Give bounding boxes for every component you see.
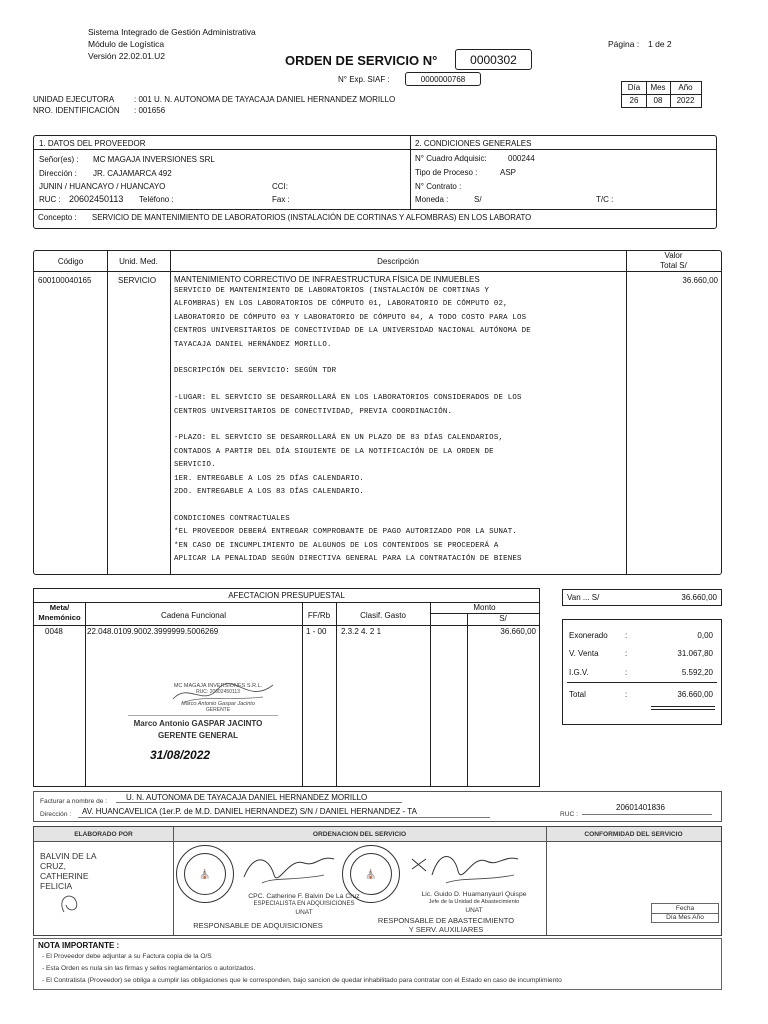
col-total-header: Total S/	[660, 261, 687, 270]
col-cadena-header: Cadena Funcional	[161, 611, 226, 620]
fax-label: Fax :	[272, 195, 290, 204]
desc-line: APLICAR LA PENALIDAD SEGÚN DIRECTIVA GENERAL PARA LA CONTRATACIÓN DE BIENES	[174, 555, 522, 563]
telefono-label: Teléfono :	[139, 195, 174, 204]
igv-value: 5.592,20	[681, 668, 713, 677]
desc-line: ALFOMBRAS) EN LOS LABORATORIOS DE CÓMPUTO 01, LABORATORIO DE CÓMPUTO 02,	[174, 300, 508, 309]
provider-conditions-box	[33, 135, 717, 229]
provider-ruc: 20602450113	[69, 194, 124, 204]
note-line: - El Proveedor debe adjuntar a su Factura copia de la O/S	[42, 953, 212, 960]
col-mnemonico-header: Mnemónico	[38, 613, 81, 622]
module-name: Módulo de Logística	[88, 39, 165, 49]
notes-title: NOTA IMPORTANTE :	[38, 941, 120, 950]
item-codigo: 600100040165	[38, 276, 92, 285]
elaborado-header: ELABORADO POR	[74, 831, 133, 838]
col-soles-header: S/	[499, 614, 507, 623]
stamp1-line2: ESPECIALISTA EN ADQUISICIONES	[253, 901, 355, 907]
budget-ffrb: 1 - 00	[306, 627, 327, 636]
desc-line: 2DO. ENTREGABLE A LOS 83 DÍAS CALENDARIO.	[174, 488, 365, 496]
conformidad-fecha-box	[651, 903, 719, 923]
contrato-label: N° Contrato :	[415, 182, 462, 191]
col-valor-header: Valor	[664, 251, 683, 260]
desc-line: SERVICIO DE MANTENIMIENTO DE LABORATORIOS (INSTALACIÓN DE CORTINAS Y	[174, 287, 490, 295]
stamp1-line3: UNAT	[295, 909, 313, 916]
stamp1-line1: CPC. Catherine F. Balvin De La Cruz	[248, 893, 360, 900]
colon: :	[625, 690, 628, 699]
billing-direccion-value: AV. HUANCAVELICA (1er.P. de M.D. DANIEL HERNANDEZ) S/N / DANIEL HERNANDEZ - TA	[82, 807, 417, 816]
order-number-box	[455, 49, 532, 70]
date-year: 2022	[676, 96, 695, 105]
exonerado-value: 0,00	[697, 631, 713, 640]
desc-line: CONTADOS A PARTIR DEL DÍA SIGUIENTE DE LA NOTIFICACIÓN DE LA ORDEN DE	[174, 447, 494, 456]
tc-label: T/C :	[596, 195, 614, 204]
colon: :	[625, 631, 628, 640]
responsable-adquisiciones: RESPONSABLE DE ADQUISICIONES	[193, 921, 323, 930]
page-label: Página :	[608, 39, 640, 49]
responsable-abastecimiento-1: RESPONSABLE DE ABASTECIMIENTO	[377, 916, 515, 925]
adquisiciones-seal	[176, 845, 234, 903]
conformidad-header: CONFORMIDAD DEL SERVICIO	[584, 831, 683, 838]
elaborado-name-3: CATHERINE	[40, 871, 89, 881]
siaf-label: N° Exp. SIAF :	[338, 75, 390, 84]
budget-monto: 36.660,00	[500, 627, 536, 636]
desc-line: DESCRIPCIÓN DEL SERVICIO: SEGÚN TDR	[174, 367, 337, 376]
billing-ruc-value: 20601401836	[616, 803, 665, 812]
provider-signature-block	[98, 677, 288, 785]
elaborado-initials-scribble	[54, 887, 104, 917]
col-descripcion-header: Descripción	[377, 257, 419, 266]
note-line: - Esta Orden es nula sin las firmas y sellos reglamentarios o autorizados.	[42, 965, 256, 972]
elaborado-name-4: FELICIA	[40, 881, 73, 891]
tipo-value: ASP	[500, 168, 517, 177]
billing-box	[33, 791, 722, 822]
signer-role: GERENTE GENERAL	[157, 731, 238, 740]
exonerado-label: Exonerado	[569, 631, 608, 640]
signer-name: Marco Antonio GASPAR JACINTO	[133, 719, 263, 728]
date-day-header: Día	[627, 83, 641, 92]
provider-name: MC MAGAJA INVERSIONES SRL	[93, 155, 215, 164]
siaf-number: 0000000768	[420, 75, 466, 84]
colon: :	[625, 668, 628, 677]
budget-title: AFECTACION PRESUPUESTAL	[228, 591, 345, 600]
van-box	[562, 589, 722, 606]
col-codigo-header: Código	[57, 257, 84, 266]
budget-box	[33, 588, 540, 787]
stamp-company: MC MAGAJA INVERSIONES S.R.L.	[173, 683, 263, 689]
provider-location: JUNIN / HUANCAYO / HUANCAYO	[39, 182, 166, 191]
date-day: 26	[629, 96, 639, 105]
tipo-label: Tipo de Proceso :	[415, 168, 478, 177]
id-value: : 001656	[134, 106, 166, 115]
notes-box	[33, 938, 722, 990]
page-number: 1 de 2	[648, 39, 672, 49]
billing-direccion-label: Dirección :	[40, 811, 72, 818]
billing-ruc-label: RUC :	[560, 811, 578, 818]
cci-label: CCI:	[272, 182, 288, 191]
seal-emblem-icon: ⛪	[365, 869, 377, 879]
van-value: 36.660,00	[681, 593, 717, 602]
stamp2-line2: Jefe de la Unidad de Abastecimiento	[428, 899, 520, 905]
facturar-value: U. N. AUTONOMA DE TAYACAJA DANIEL HERNANDEZ MORILLO	[126, 793, 368, 802]
system-name: Sistema Integrado de Gestión Administrativa	[88, 27, 256, 37]
unit-value: : 001 U. N. AUTONOMA DE TAYACAJA DANIEL HERNANDEZ MORILLO	[134, 95, 396, 104]
version-label: Versión 22.02.01.U2	[88, 51, 166, 61]
item-desc-title: MANTENIMIENTO CORRECTIVO DE INFRAESTRUCTURA FÍSICA DE INMUEBLES	[174, 275, 480, 284]
conditions-section-title: 2. CONDICIONES GENERALES	[415, 139, 532, 148]
ordenacion-header: ORDENACION DEL SERVICIO	[312, 831, 407, 838]
stamp-name-small: Marco Antonio Gaspar Jacinto	[181, 701, 255, 707]
item-unid: SERVICIO	[118, 276, 157, 285]
desc-line: 1ER. ENTREGABLE A LOS 25 DÍAS CALENDARIO.	[174, 474, 365, 483]
direccion-label: Dirección :	[39, 169, 77, 178]
concepto-value: SERVICIO DE MANTENIMIENTO DE LABORATORIOS (INSTALACIÓN DE CORTINAS Y ALFOMBRAS) EN LOS LABORATO	[92, 213, 532, 222]
adquisiciones-signature-scribble	[234, 847, 344, 895]
provider-address: JR. CAJAMARCA 492	[93, 169, 172, 178]
date-month-header: Mes	[650, 83, 666, 92]
desc-line: LABORATORIO DE CÓMPUTO 03 Y LABORATORIO DE CÓMPUTO 04, A TODO COSTO PARA LOS	[174, 313, 527, 322]
stamp-role-small: GERENTE	[205, 707, 231, 713]
stamp2-line1: Lic. Guido D. Huamanyauri Quispe	[421, 891, 527, 898]
date-year-header: Año	[678, 83, 693, 92]
date-box	[621, 81, 702, 108]
col-monto-header: Monto	[473, 603, 496, 612]
moneda-value: S/	[474, 195, 482, 204]
igv-label: I.G.V.	[569, 668, 589, 677]
vventa-label: V. Venta	[569, 649, 599, 658]
order-number: 0000302	[470, 53, 517, 67]
colon: :	[625, 649, 628, 658]
desc-line: CENTROS UNIVERSITARIOS DE CONECTIVIDAD DE LA UNIVERSIDAD NACIONAL AUTÓNOMA DE	[174, 327, 531, 336]
budget-cadena: 22.048.0109.9002.3999999.5006269	[87, 627, 219, 636]
responsable-abastecimiento-2: Y SERV. AUXILIARES	[408, 925, 484, 934]
desc-line: CENTROS UNIVERSITARIOS DE CONECTIVIDAD, PREVIA COORDINACIÓN.	[174, 407, 453, 416]
cuadro-label: N° Cuadro Adquisic:	[415, 154, 487, 163]
signatures-box	[33, 826, 722, 936]
cuadro-value: 000244	[508, 154, 535, 163]
budget-clasif: 2.3.2 4. 2 1	[341, 627, 382, 636]
desc-line: CONDICIONES CONTRACTUALES	[174, 514, 290, 523]
abastecimiento-signature-scribble	[406, 845, 526, 895]
unit-label: UNIDAD EJECUTORA	[33, 95, 115, 104]
stamp2-line3: UNAT	[465, 907, 483, 914]
item-valor: 36.660,00	[682, 276, 718, 285]
id-label: NRO. IDENTIFICACIÓN	[33, 106, 120, 115]
moneda-label: Moneda :	[415, 195, 449, 204]
total-label: Total	[569, 690, 586, 699]
signature-date: 31/08/2022	[150, 748, 211, 762]
col-clasif-header: Clasif. Gasto	[360, 611, 406, 620]
elaborado-name-1: BALVIN DE LA	[40, 851, 97, 861]
document-title: ORDEN DE SERVICIO N°	[285, 53, 438, 68]
note-line: - El Contratista (Proveedor) se obliga a cumplir las obligaciones que le corresponden, bajo sancion de quedar inhabilitado para contratar con el Estado en caso de incumplimiento	[42, 977, 562, 984]
desc-line: SERVICIO.	[174, 461, 216, 470]
seal-emblem-icon: ⛪	[199, 869, 211, 879]
items-table	[33, 250, 722, 575]
totals-box	[562, 619, 722, 725]
fecha-label: Fecha	[675, 905, 695, 912]
col-unid-header: Unid. Med.	[119, 257, 158, 266]
col-meta-header: Meta/	[49, 603, 70, 612]
col-ffrb-header: FF/Rb	[307, 611, 331, 620]
vventa-value: 31.067,80	[677, 649, 713, 658]
desc-line: TAYACAJA DANIEL HERNÁNDEZ MORILLO.	[174, 340, 332, 349]
date-month: 08	[653, 96, 663, 105]
concepto-label: Concepto :	[38, 213, 77, 222]
total-value: 36.660,00	[677, 690, 713, 699]
provider-section-title: 1. DATOS DEL PROVEEDOR	[39, 139, 146, 148]
desc-line: -PLAZO: EL SERVICIO SE DESARROLLARÁ EN UN PLAZO DE 83 DÍAS CALENDARIOS,	[174, 434, 504, 443]
desc-line: -LUGAR: EL SERVICIO SE DESARROLLARÁ EN LOS LABORATORIOS CONSIDERADOS DE LOS	[174, 394, 522, 403]
van-label: Van ... S/	[567, 593, 600, 602]
desc-line: *EL PROVEEDOR DEBERÁ ENTREGAR COMPROBANTE DE PAGO AUTORIZADO POR LA SUNAT.	[174, 528, 517, 537]
elaborado-name-2: CRUZ,	[40, 861, 66, 871]
desc-line: *EN CASO DE INCUMPLIMIENTO DE ALGUNOS DE LOS CONTENIDOS SE PROCEDERÁ A	[174, 541, 499, 550]
stamp-ruc: RUC: 20602450113	[196, 689, 240, 695]
abastecimiento-seal	[342, 845, 400, 903]
senor-label: Señor(es) :	[39, 155, 79, 164]
facturar-label: Facturar a nombre de :	[40, 798, 108, 805]
ruc-label: RUC :	[39, 195, 61, 204]
budget-meta: 0048	[45, 627, 63, 636]
siaf-box	[405, 72, 481, 86]
fecha-columns: Día Mes Año	[666, 914, 704, 921]
